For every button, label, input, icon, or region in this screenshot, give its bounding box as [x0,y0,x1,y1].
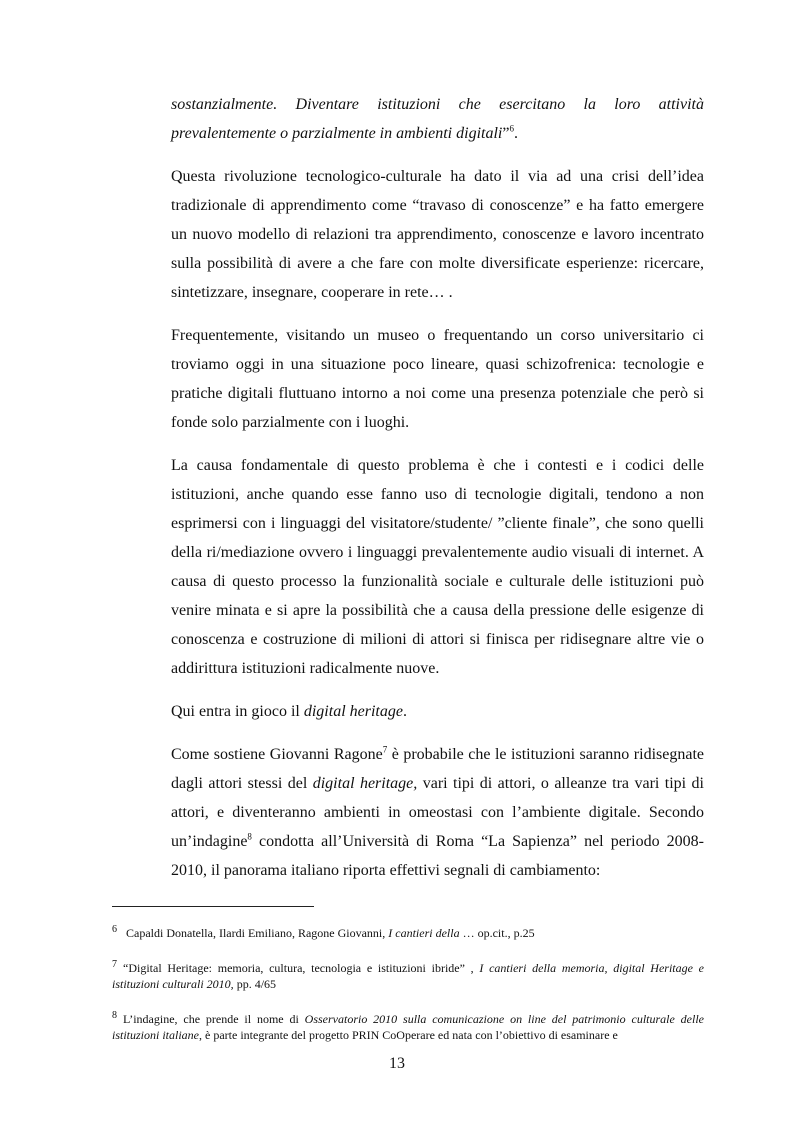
paragraph [171,451,704,683]
text-run: vari tipi di attori, o alleanze tra vari tipi di attori, e diventeranno ambienti in omeostasi con l’ambiente digitale. Secondo un’indagine [171,775,704,850]
footnote-separator [112,906,314,907]
text-run: digital heritage [303,703,403,720]
paragraph [171,321,704,437]
paragraph [171,697,704,726]
text-run: … op.cit., p.25 [459,926,535,940]
paragraph [171,90,704,148]
text-run: La causa fondamentale di questo problema è che i contesti e i codici delle istituzioni, anche quando esse fanno uso di tecnologie digitali, tendono a non esprimersi con i linguaggi del visitatore/studente/ ”cliente finale”, che sono quelli della ri/mediazione ovvero i linguaggi prevalentemente audio visuali di internet. A causa di questo processo la funzionalità sociale e culturale delle istituzioni può venire minata e si apre la possibilità che a causa della pressione delle esigenze di conoscenza e costruzione di milioni di attori si finisca per ridisegnare altre vie o addirittura istituzioni radicalmente nuove. [171,457,704,677]
footnote-ref-7: 7 [382,744,388,755]
text-run: Capaldi Donatella, Ilardi Emiliano, Ragone Giovanni, [123,926,389,940]
text-run: Questa rivoluzione tecnologico-culturale ha dato il via ad una crisi dell’idea tradizionale di apprendimento come “travaso di conoscenze” e ha fatto emergere un nuovo modello di relazioni tra apprendimento, conoscenze e lavoro incentrato sulla possibilità di avere a che fare con molte diversificate esperienze: ricercare, sintetizzare, insegnare, cooperare in rete… . [171,168,704,301]
text-run: Qui entra in gioco il [171,703,304,720]
text-run: , è parte integrante del progetto PRIN CoOperare ed nata con l’obiettivo di esaminare e [199,1028,618,1042]
text-run: digital heritage, [312,775,418,792]
footnotes [112,925,704,1062]
text-run: “Digital Heritage: memoria, cultura, tecnologia e istituzioni ibride” , [123,961,480,975]
footnote-ref-8: 8 [247,831,252,842]
text-run: . [402,703,407,720]
text-run: L’indagine, che prende il nome di [123,1012,305,1026]
footnote-8 [112,1011,704,1043]
paragraph [171,162,704,307]
text-run: sostanzialmente. Diventare istituzioni che esercitano la loro attività prevalentemente o parzialmente in ambienti digitali [171,96,704,142]
text-run: Come sostiene Giovanni Ragone [171,746,383,763]
footnote-ref-6: 6 [509,123,514,134]
footnote-number: 7 [112,959,117,970]
text-run: condotta all’Università di Roma “La Sapienza” nel periodo 2008-2010, il panorama italiano riporta effettivi segnali di cambiamento: [171,833,704,879]
footnote-6 [112,925,704,941]
page-number: 13 [389,1055,405,1072]
text-run: ” [502,125,510,142]
text-run: Frequentemente, visitando un museo o frequentando un corso universitario ci troviamo oggi in una situazione poco lineare, quasi schizofrenica: tecnologie e pratiche digitali fluttuano intorno a noi come una presenza potenziale che però si fonde solo parzialmente con i luoghi. [171,327,704,431]
body-text [171,90,704,899]
text-run: è probabile che le istituzioni saranno ridisegnate dagli attori stessi del [171,746,704,792]
text-run: I cantieri della [388,926,460,940]
text-run: Osservatorio 2010 sulla comunicazione on line del patrimonio culturale delle istituzioni italiane [112,1012,704,1042]
text-run: I cantieri della memoria, digital Heritage e istituzioni culturali 2010, [112,961,704,991]
footnote-number: 6 [112,924,117,935]
text-run: . [513,125,518,142]
footnote-7 [112,960,704,992]
footnote-number: 8 [112,1010,117,1021]
text-run: pp. 4/65 [233,977,277,991]
paragraph [171,740,704,885]
